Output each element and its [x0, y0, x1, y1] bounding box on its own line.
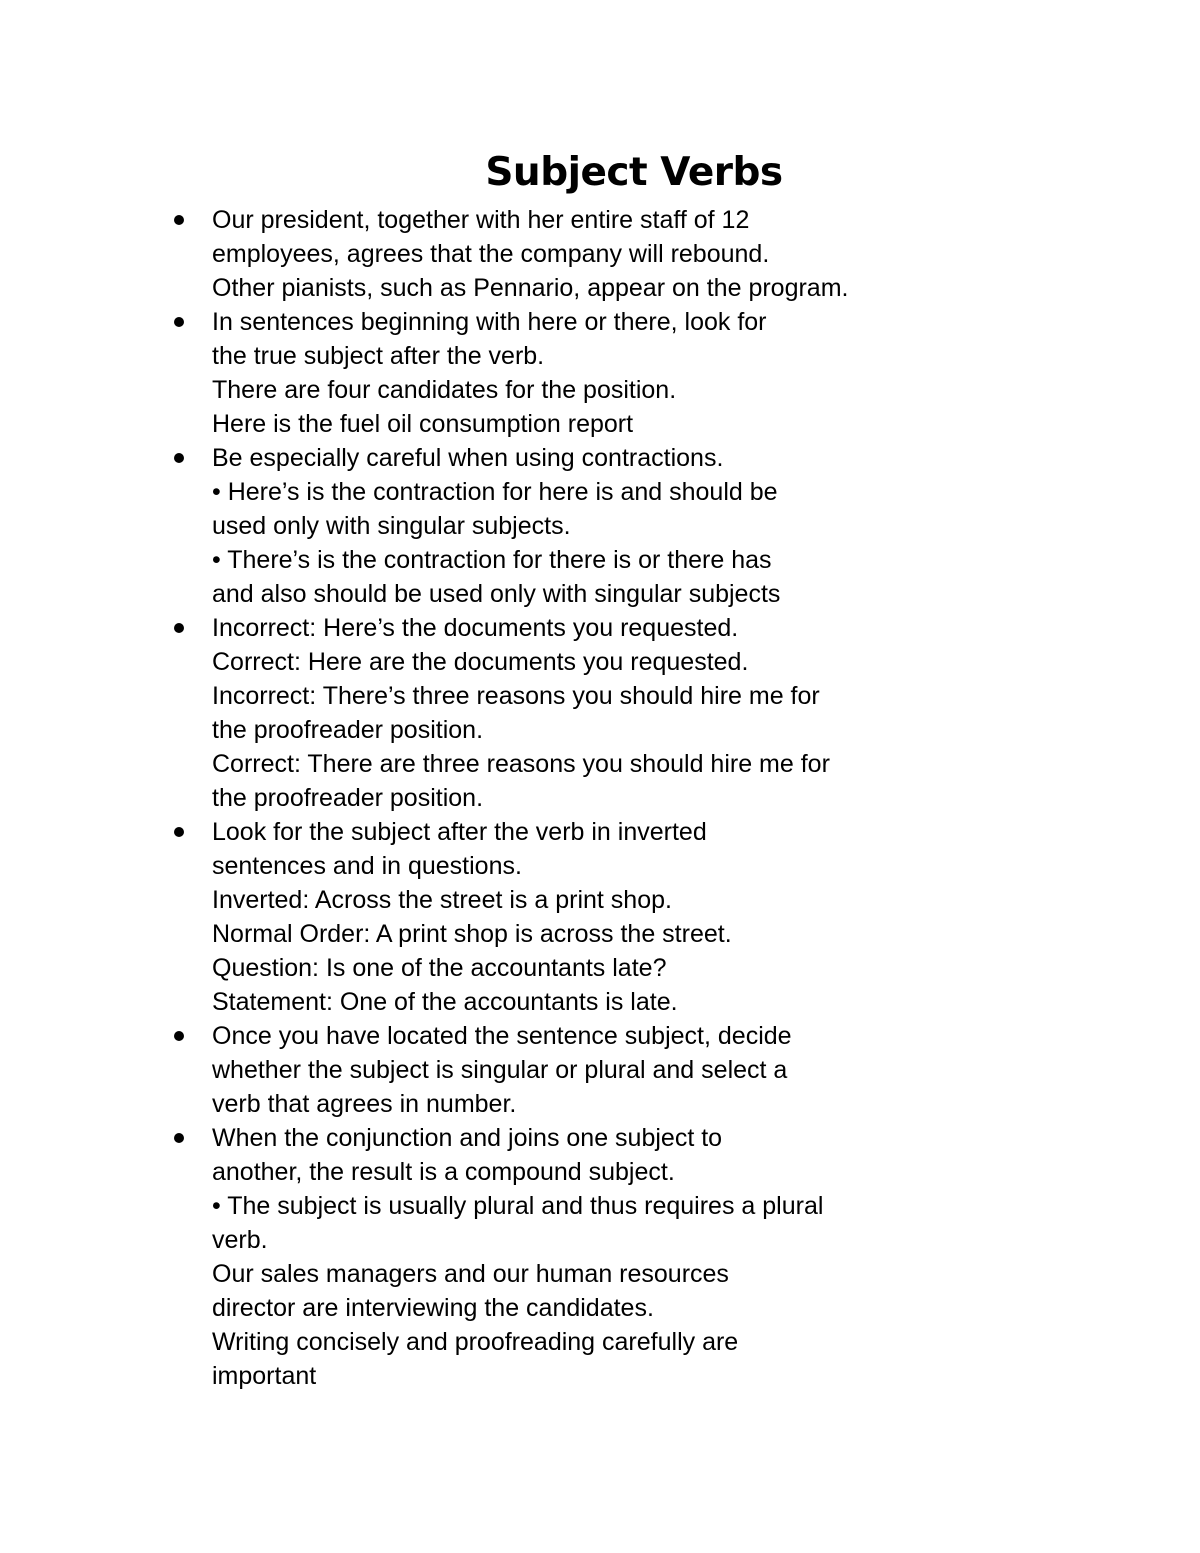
text-line: Incorrect: Here’s the documents you requested.	[212, 614, 739, 642]
list-item	[212, 1121, 972, 1393]
text-line: Be especially careful when using contractions.	[212, 444, 724, 472]
text-line: the true subject after the verb.	[212, 342, 545, 370]
bullet-icon	[174, 827, 184, 837]
list-item	[212, 815, 972, 1019]
text-line: Other pianists, such as Pennario, appear on the program.	[212, 274, 849, 302]
list-item	[212, 1019, 972, 1121]
text-line: Once you have located the sentence subject, decide	[212, 1022, 792, 1050]
text-line: Normal Order: A print shop is across the street.	[212, 920, 732, 948]
text-line: Correct: Here are the documents you requested.	[212, 648, 749, 676]
text-line: employees, agrees that the company will rebound.	[212, 240, 770, 268]
bullet-icon	[174, 1133, 184, 1143]
list-item	[212, 203, 972, 305]
bullet-icon	[174, 623, 184, 633]
text-line: There are four candidates for the position.	[212, 376, 677, 404]
bullet-icon	[174, 215, 184, 225]
text-line: verb.	[212, 1226, 268, 1254]
text-line: important	[212, 1362, 317, 1390]
text-line: whether the subject is singular or plural and select a	[212, 1056, 788, 1084]
text-line: Inverted: Across the street is a print shop.	[212, 886, 672, 914]
list-item	[212, 611, 972, 815]
bullet-icon	[174, 453, 184, 463]
list-item	[212, 441, 972, 611]
list-item	[212, 305, 972, 441]
text-line: and also should be used only with singular subjects	[212, 580, 781, 608]
text-line: the proofreader position.	[212, 784, 484, 812]
text-line: Correct: There are three reasons you should hire me for	[212, 750, 830, 778]
text-line: the proofreader position.	[212, 716, 484, 744]
text-line: • Here’s is the contraction for here is and should be	[212, 478, 778, 506]
text-line: Question: Is one of the accountants late?	[212, 954, 667, 982]
text-line: used only with singular subjects.	[212, 512, 571, 540]
text-line: verb that agrees in number.	[212, 1090, 517, 1118]
text-line: director are interviewing the candidates.	[212, 1294, 654, 1322]
bullet-list	[212, 203, 972, 1393]
text-line: Incorrect: There’s three reasons you should hire me for	[212, 682, 820, 710]
text-line: Here is the fuel oil consumption report	[212, 410, 634, 438]
text-line: When the conjunction and joins one subject to	[212, 1124, 723, 1152]
text-line: • There’s is the contraction for there is or there has	[212, 546, 772, 574]
bullet-icon	[174, 1031, 184, 1041]
text-line: Our sales managers and our human resources	[212, 1260, 729, 1288]
document-title: Subject Verbs	[485, 150, 783, 195]
text-line: Writing concisely and proofreading carefully are	[212, 1328, 739, 1356]
text-line: In sentences beginning with here or there, look for	[212, 308, 767, 336]
text-line: another, the result is a compound subject.	[212, 1158, 675, 1186]
text-line: • The subject is usually plural and thus requires a plural	[212, 1192, 824, 1220]
text-line: sentences and in questions.	[212, 852, 522, 880]
text-line: Statement: One of the accountants is late.	[212, 988, 678, 1016]
text-line: Our president, together with her entire staff of 12	[212, 206, 750, 234]
bullet-icon	[174, 317, 184, 327]
text-line: Look for the subject after the verb in inverted	[212, 818, 707, 846]
